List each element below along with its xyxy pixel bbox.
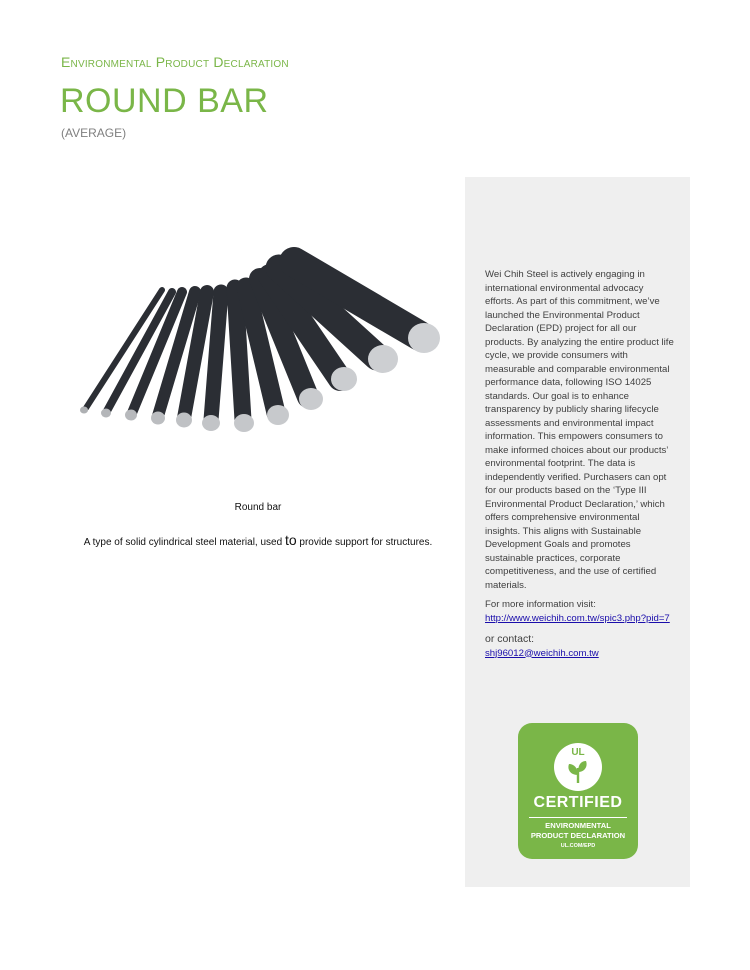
- steel-bars: [80, 262, 440, 432]
- badge-line-3: UL.COM/EPD: [560, 843, 596, 849]
- page-subtitle: (AVERAGE): [61, 126, 127, 140]
- badge-line-2: PRODUCT DECLARATION: [530, 831, 626, 840]
- more-info-label: For more information visit:: [485, 599, 596, 610]
- ul-certified-badge: [518, 723, 638, 859]
- badge-certified-text: CERTIFIED: [533, 794, 623, 811]
- badge-divider: [529, 817, 627, 818]
- sidebar-content: [485, 268, 675, 660]
- contact-label: or contact:: [485, 633, 535, 645]
- sidebar-panel: [465, 177, 690, 887]
- description-text-3: provide support for structures.: [296, 537, 433, 548]
- document-label-text: Environmental Product Declaration: [61, 54, 289, 70]
- badge-line-1: ENVIRONMENTAL: [545, 821, 611, 830]
- product-description: [40, 532, 476, 548]
- ul-logo-text: UL: [571, 747, 585, 758]
- more-info-link[interactable]: http://www.weichih.com.tw/spic3.php?pid=7: [485, 612, 670, 624]
- description-text-2: to: [284, 532, 297, 548]
- ul-leaf-icon: [548, 737, 608, 797]
- document-label: [61, 54, 289, 70]
- description-text-1: A type of solid cylindrical steel material, used: [83, 537, 285, 548]
- round-bar-photo: [70, 245, 450, 445]
- page-title: ROUND BAR: [60, 82, 269, 120]
- sidebar-body-text: Wei Chih Steel is actively engaging in international environmental advocacy efforts. As part of this commitment, we’ve launched the Environmental Product Declaration (EPD) project for all our products. By analyzing the entire product life cycle, we provide consumers with measurable and comparable environmental performance data, following ISO 14025 standards. Our goal is to enhance transparency by publicly sharing lifecycle assessments and environmental impact information. This empowers consumers to make informed choices about our products’ environmental footprint. The data is independently verified. Purchasers can opt for our products based on the ‘Type III Environmental Product Declaration,’ which offers comprehensive environmental insights. This aligns with Sustainable Development Goals and promotes sustainable practices, corporate competitiveness, and the use of certified materials.: [485, 269, 674, 591]
- contact-email-link[interactable]: shj96012@weichih.com.tw: [485, 647, 599, 659]
- image-caption: Round bar: [234, 502, 282, 513]
